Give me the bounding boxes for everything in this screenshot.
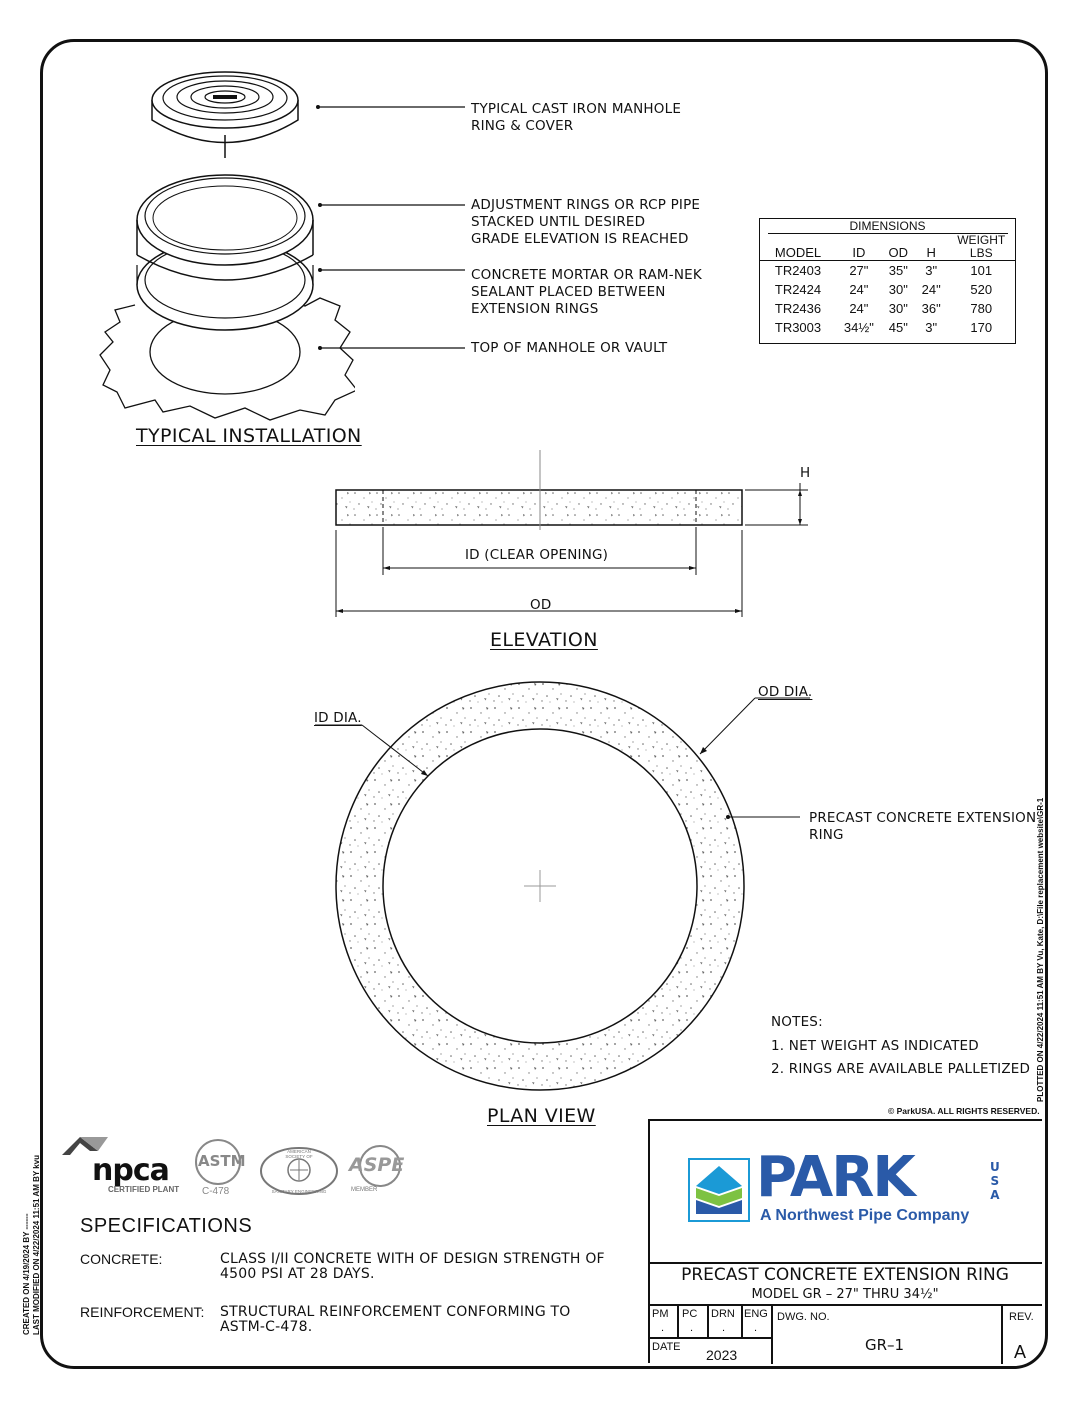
npca-sub: CERTIFIED PLANT [108, 1185, 180, 1194]
plot-stamp: PLOTTED ON 4/22/2024 11:51 AM BY Vu, Kate, D:\File replacement website\GR-1 [1036, 797, 1045, 1102]
cell-id: 27" [849, 263, 869, 278]
cell-model: TR2424 [774, 282, 822, 297]
pc-value: . [690, 1322, 694, 1334]
note-item: 1. NET WEIGHT AS INDICATED [771, 1038, 979, 1054]
table-row [760, 261, 1015, 281]
specifications-title: SPECIFICATIONS [80, 1215, 253, 1237]
plan-view-title: PLAN VIEW [487, 1105, 596, 1127]
asse-text [259, 1149, 339, 1194]
reinforcement-label: REINFORCEMENT: [80, 1304, 205, 1320]
title-block-divider [1001, 1304, 1003, 1364]
concrete-text-line2: 4500 PSI AT 28 DAYS. [220, 1266, 375, 1282]
created-line: CREATED ON 4/19/2024 BY ------ [22, 1213, 31, 1335]
drn-label: DRN [711, 1308, 735, 1320]
elevation-od-label: OD [530, 597, 552, 613]
astm-wordmark: ASTM [198, 1152, 246, 1170]
concrete-text-line1: CLASS I/II CONCRETE WITH OF DESIGN STRENGTH OF [220, 1251, 605, 1267]
aspe-sub: MEMBER [351, 1187, 378, 1193]
park-usa [990, 1160, 1000, 1202]
cell-od: 35" [888, 263, 908, 278]
elevation-id-label: ID (CLEAR OPENING) [465, 547, 609, 563]
date-label: DATE [652, 1341, 681, 1353]
dwg-label: DWG. NO. [777, 1311, 830, 1323]
dimensions-title: DIMENSIONS [768, 219, 1008, 234]
callout-rings-line3: GRADE ELEVATION IS REACHED [471, 231, 689, 247]
cell-model: TR3003 [774, 320, 822, 335]
date-value: 2023 [706, 1347, 738, 1363]
concrete-label: CONCRETE: [80, 1251, 163, 1267]
asse-line: AMERICAN [287, 1149, 311, 1154]
drn-value: . [722, 1322, 726, 1334]
pm-value: . [661, 1322, 665, 1334]
park-usa-letter: A [990, 1188, 1000, 1202]
cell-id: 24" [849, 301, 869, 316]
plan-ring-label-line1: PRECAST CONCRETE EXTENSION [809, 810, 1037, 826]
callout-rings-line1: ADJUSTMENT RINGS OR RCP PIPE [471, 197, 701, 213]
astm-sub: C-478 [202, 1186, 230, 1197]
callout-sealant-line1: CONCRETE MORTAR OR RAM-NEK [471, 267, 702, 283]
asse-line: SOCIETY OF [285, 1154, 313, 1159]
copyright: © ParkUSA. ALL RIGHTS RESERVED. [888, 1106, 1040, 1116]
header-weight-top: WEIGHT [957, 233, 1006, 247]
title-block-divider [677, 1304, 679, 1337]
elevation-title: ELEVATION [490, 629, 598, 651]
header-weight [947, 234, 1015, 261]
elevation-h-label: H [800, 465, 811, 481]
plan-id-label: ID DIA. [314, 710, 362, 726]
created-stamp [22, 1155, 42, 1335]
table-row [760, 280, 1015, 299]
plan-view-drawing [300, 680, 820, 1100]
header-od: OD [888, 245, 909, 260]
reinforcement-text [220, 1305, 571, 1335]
eng-value: . [754, 1322, 758, 1334]
elevation-drawing [330, 445, 820, 625]
pc-label: PC [682, 1308, 698, 1320]
concrete-text [220, 1252, 605, 1282]
park-logo-mark-icon [688, 1158, 750, 1222]
astm-logo [192, 1138, 244, 1200]
callout-cover [471, 101, 681, 135]
table-row [760, 299, 1015, 318]
callout-sealant [471, 267, 702, 318]
callout-rings [471, 197, 700, 248]
pm-label: PM [652, 1308, 669, 1320]
park-usa-letter: S [990, 1174, 1000, 1188]
aspe-logo [345, 1142, 415, 1197]
cell-od: 45" [888, 320, 908, 335]
rev-label: REV. [1009, 1311, 1034, 1323]
cell-od: 30" [888, 282, 908, 297]
header-weight-bottom: LBS [969, 246, 993, 260]
callout-sealant-line2: SEALANT PLACED BETWEEN [471, 284, 666, 300]
dimensions-header-row [760, 234, 1015, 261]
plan-od-label: OD DIA. [758, 684, 813, 700]
callout-rings-line2: STACKED UNTIL DESIRED [471, 214, 646, 230]
park-tagline: A Northwest Pipe Company [760, 1207, 970, 1224]
reinforcement-text-line1: STRUCTURAL REINFORCEMENT CONFORMING TO [220, 1304, 571, 1320]
modified-line: LAST MODIFIED ON 4/22/2024 11:51 AM BY kvu [32, 1154, 41, 1335]
cell-weight: 170 [970, 320, 993, 335]
cell-h: 3" [925, 263, 938, 278]
cell-weight: 101 [970, 263, 993, 278]
plan-ring-label [809, 810, 1036, 844]
cell-model: TR2403 [774, 263, 822, 278]
callout-cover-line2: RING & COVER [471, 118, 574, 134]
dwg-value: GR–1 [865, 1336, 905, 1354]
park-usa-letter: U [990, 1160, 1000, 1174]
callout-cover-line1: TYPICAL CAST IRON MANHOLE [471, 101, 682, 117]
callout-sealant-line3: EXTENSION RINGS [471, 301, 599, 317]
title-block-divider [707, 1304, 709, 1337]
cell-model: TR2436 [774, 301, 822, 316]
header-id: ID [852, 245, 866, 260]
cell-id: 34½" [843, 320, 874, 335]
table-row [760, 318, 1015, 337]
title-block-divider [648, 1262, 1042, 1264]
cell-od: 30" [888, 301, 908, 316]
cell-h: 36" [921, 301, 941, 316]
cell-h: 3" [925, 320, 938, 335]
park-wordmark: PARK [756, 1145, 914, 1210]
cell-id: 24" [849, 282, 869, 297]
cell-weight: 520 [970, 282, 993, 297]
header-h: H [926, 245, 936, 260]
eng-label: ENG [744, 1308, 768, 1320]
reinforcement-text-line2: ASTM-C-478. [220, 1319, 313, 1335]
cell-weight: 780 [970, 301, 993, 316]
dimensions-table [759, 218, 1016, 344]
drawing-title: PRECAST CONCRETE EXTENSION RING [681, 1265, 1009, 1285]
title-block-divider [771, 1304, 773, 1364]
asse-logo [259, 1146, 339, 1196]
title-block-divider [741, 1304, 743, 1337]
installation-title: TYPICAL INSTALLATION [136, 425, 362, 447]
callout-top: TOP OF MANHOLE OR VAULT [471, 340, 668, 356]
cell-h: 24" [921, 282, 941, 297]
title-block-divider [648, 1337, 772, 1339]
asse-line: SANITARY ENGINEERING [271, 1189, 327, 1194]
plan-ring-label-line2: RING [809, 827, 844, 843]
rev-value: A [1014, 1342, 1027, 1362]
drawing-subtitle: MODEL GR – 27" THRU 34½" [751, 1287, 939, 1302]
header-model: MODEL [774, 245, 822, 260]
npca-logo [60, 1133, 185, 1198]
npca-wordmark: npca [92, 1153, 169, 1188]
dimensions-grid [760, 234, 1015, 337]
aspe-wordmark: ASPE [349, 1154, 405, 1176]
notes-title: NOTES: [771, 1014, 823, 1030]
note-item: 2. RINGS ARE AVAILABLE PALLETIZED [771, 1061, 1031, 1077]
